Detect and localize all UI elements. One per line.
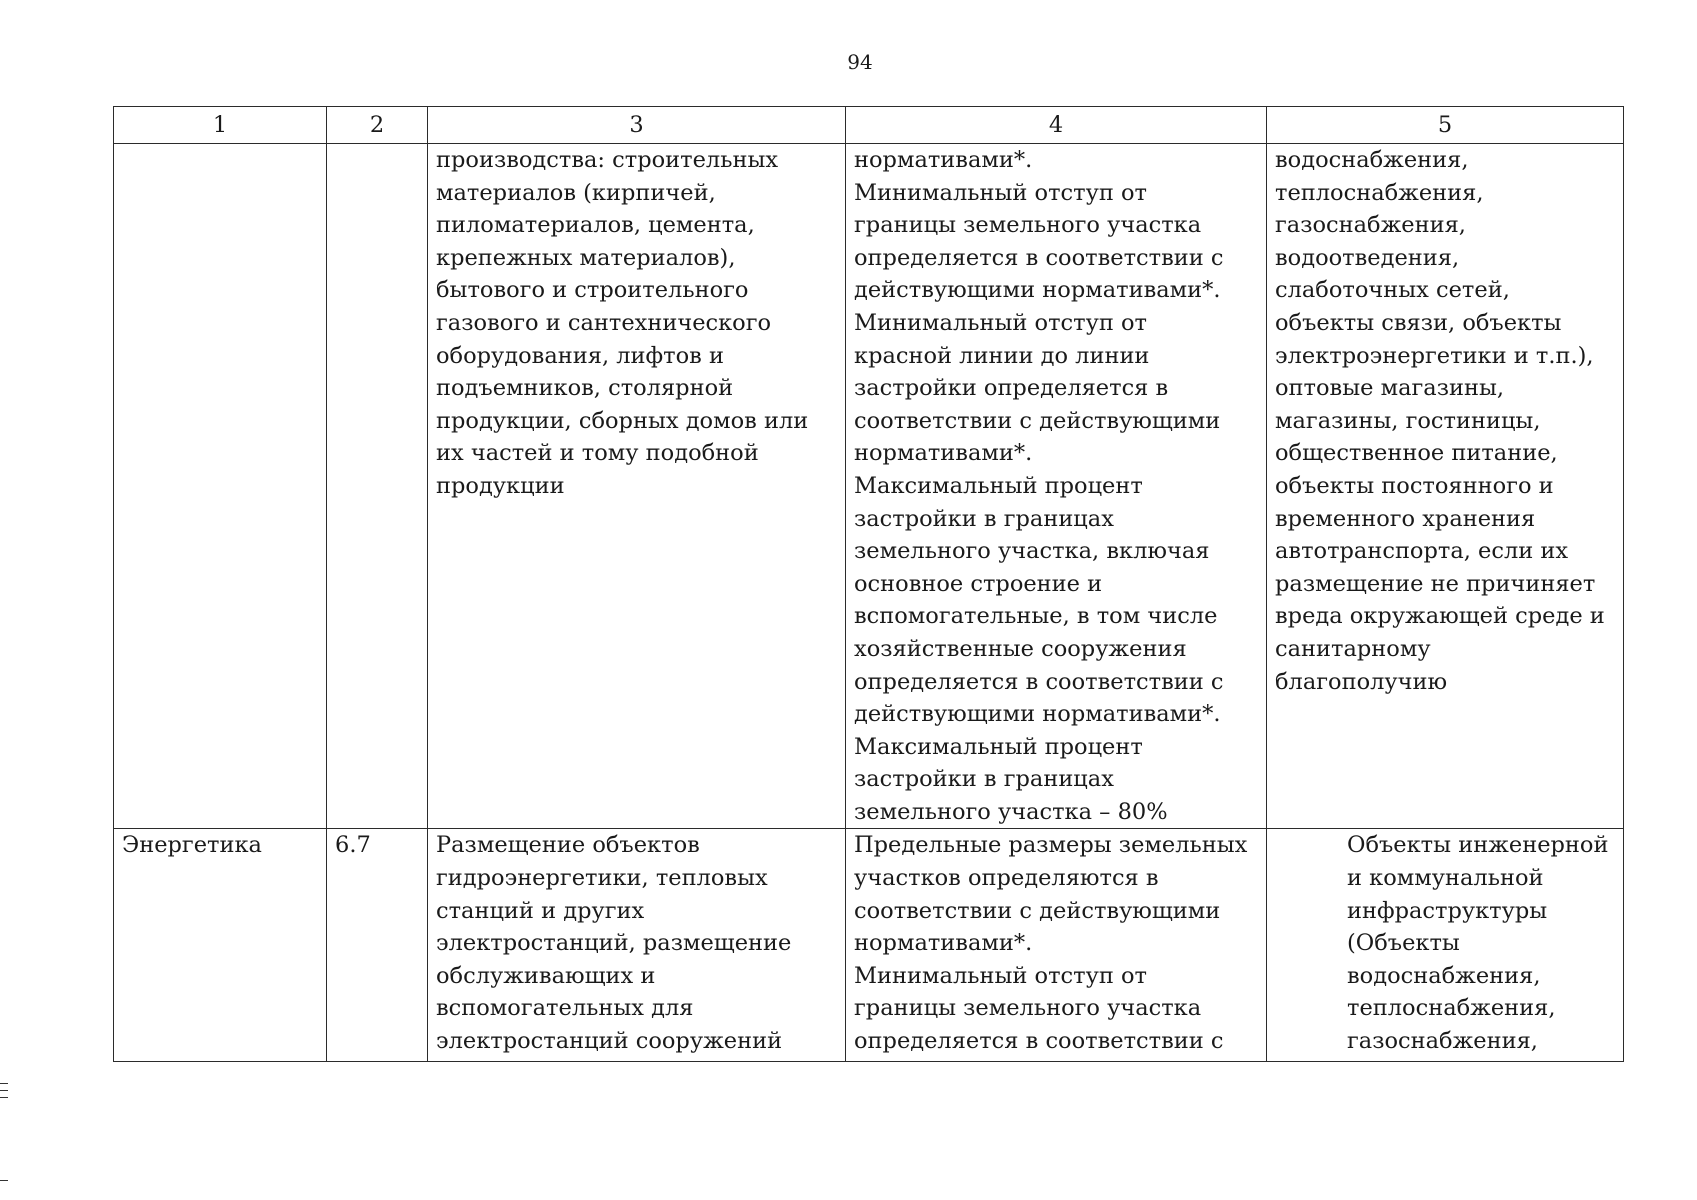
scan-edge-mark — [0, 1180, 8, 1181]
row2-code-text: 6.7 — [335, 832, 371, 859]
row2-usage-name — [114, 829, 327, 1062]
header-col-3: 3 — [428, 107, 846, 144]
table-row — [114, 144, 1624, 829]
header-col-4: 4 — [846, 107, 1267, 144]
table-header-row — [114, 107, 1624, 144]
scan-edge-mark — [0, 1083, 8, 1084]
row2-description-text: Размещение объектов гидроэнергетики, тепловых станций и других электростанций, размещение обслуживающих и вспомогательных для электростанций сооружений — [436, 832, 792, 1055]
scan-edge-mark — [0, 1090, 8, 1091]
row2-parameters-text: Предельные размеры земельных участков определяются в соответствии с действующими нормативами*. Минимальный отступ от границы земельного участка определяется в соответствии с — [854, 832, 1248, 1055]
row2-auxiliary-text: Объекты инженерной и коммунальной инфраструктуры (Объекты водоснабжения, теплоснабжения, газоснабжения, — [1347, 832, 1609, 1055]
row2-auxiliary — [1267, 829, 1624, 1062]
land-use-table — [113, 106, 1624, 1062]
scan-edge-mark — [0, 1097, 8, 1098]
row2-parameters — [846, 829, 1267, 1062]
table-row — [114, 829, 1624, 1062]
row2-usage-name-text: Энергетика — [122, 832, 262, 859]
row1-auxiliary — [1267, 144, 1624, 829]
row1-description — [428, 144, 846, 829]
row1-parameters-text: нормативами*. Минимальный отступ от границы земельного участка определяется в соответствии с действующими нормативами*. Минимальный отступ от красной линии до линии застройки определяется в соответствии с действующими нормативами*. Максимальный процент застройки в границах земельного участка, включая основное строение и вспомогательные, в том числе хозяйственные сооружения определяется в соответствии с действующими нормативами*. Максимальный процент застройки в границах земельного участка – 80% — [854, 147, 1224, 825]
header-col-5: 5 — [1267, 107, 1624, 144]
row1-auxiliary-text: водоснабжения, теплоснабжения, газоснабжения, водоотведения, слаботочных сетей, объекты связи, объекты электроэнергетики и т.п.), оптовые магазины, магазины, гостиницы, общественное питание, объекты постоянного и временного хранения автотранспорта, если их размещение не причиняет вреда окружающей среде и санитарному благополучию — [1275, 147, 1605, 695]
row2-code — [327, 829, 428, 1062]
header-col-2: 2 — [327, 107, 428, 144]
row1-parameters — [846, 144, 1267, 829]
row1-description-text: производства: строительных материалов (кирпичей, пиломатериалов, цемента, крепежных материалов), бытового и строительного газового и сантехнического оборудования, лифтов и подъемников, столярной продукции, сборных домов или их частей и тому подобной продукции — [436, 147, 809, 499]
row1-code — [327, 144, 428, 829]
header-col-1: 1 — [114, 107, 327, 144]
row1-usage-name — [114, 144, 327, 829]
row2-description — [428, 829, 846, 1062]
page-number: 94 — [847, 50, 873, 74]
